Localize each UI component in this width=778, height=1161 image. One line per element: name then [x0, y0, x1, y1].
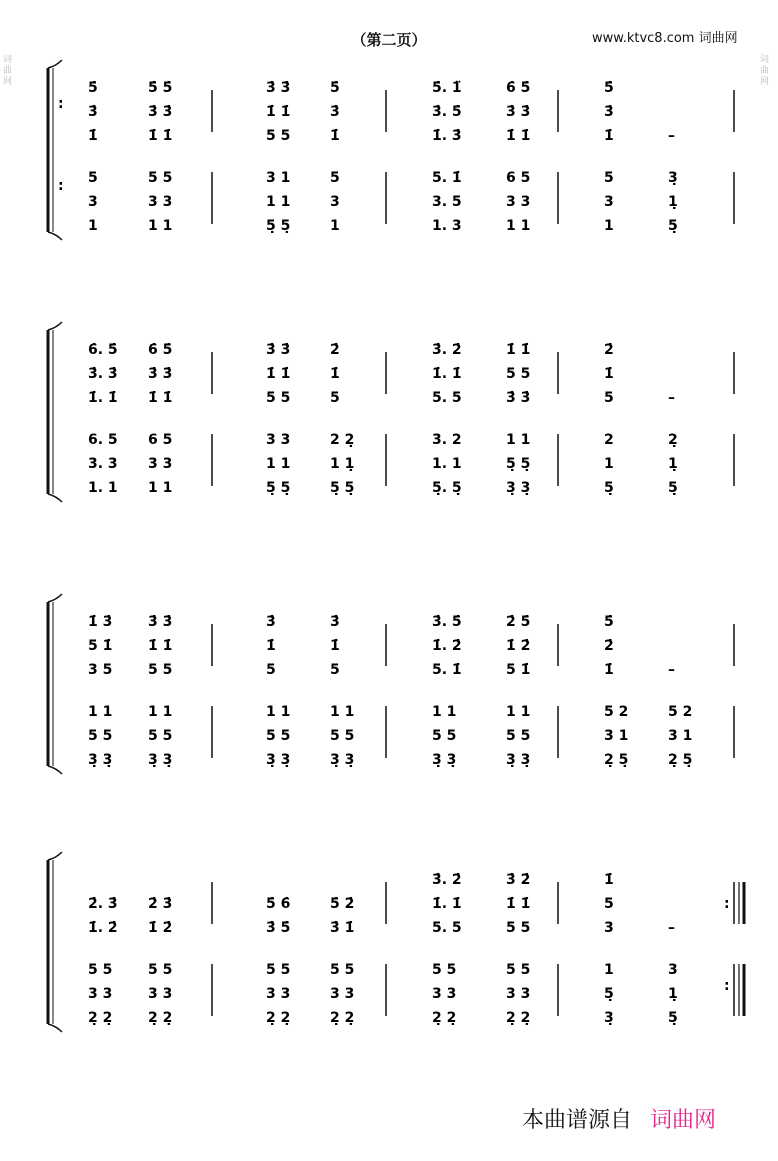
note-group: 5 5	[148, 728, 173, 744]
note-group: 2	[604, 432, 614, 448]
note-group: 1̇	[604, 366, 614, 382]
note-group: 5̇	[88, 80, 98, 96]
note-group: 3 3	[148, 194, 173, 210]
note-group: 3	[604, 920, 614, 936]
note-group: 3 1	[266, 170, 291, 186]
note-group: 5̣ 5̣	[266, 218, 291, 234]
bracket-hook-bottom	[48, 232, 62, 240]
note-group: 1̇	[604, 662, 614, 678]
note-group: 3̣ 3̣	[330, 752, 355, 768]
note-group: 6̇ 5̇	[148, 342, 173, 358]
note-group: 5 5	[432, 962, 457, 978]
note-group: 3̇ 3̇	[266, 342, 291, 358]
watermark-char: 曲	[3, 66, 13, 76]
note-group: 1̇. 2̇	[88, 920, 118, 936]
note-group: 1 1	[506, 218, 531, 234]
note-group: 6 5	[506, 170, 531, 186]
note-group: 6. 5	[88, 432, 118, 448]
note-group: 1̇	[604, 872, 614, 888]
note-group: 5̇ 2̇	[330, 896, 355, 912]
note-group: 1̇. 1̇	[432, 896, 462, 912]
bracket-hook-bottom	[48, 494, 62, 502]
note-group: 1	[330, 218, 340, 234]
note-group: 5̇	[604, 80, 614, 96]
note-group: 3̇. 5̇	[432, 614, 462, 630]
note-group: 3̣	[604, 1010, 614, 1026]
note-group: 3 1	[604, 728, 629, 744]
watermark-char: 网	[760, 77, 770, 87]
note-group: 1̣	[668, 194, 678, 210]
note-group: 3̇ 1̇	[330, 920, 355, 936]
note-group: 5̣ 5̣	[266, 480, 291, 496]
note-group: 3 3	[432, 986, 457, 1002]
note-group: 1̇ 1̇	[148, 390, 173, 406]
note-group: 6̇ 5̇	[506, 80, 531, 96]
note-group: –	[668, 128, 675, 144]
note-group: 3̣ 3̣	[432, 752, 457, 768]
note-group: 1. 1	[432, 456, 462, 472]
note-group: 3̇	[330, 614, 340, 630]
bracket-hook-bottom	[48, 766, 62, 774]
note-group: 3̇. 3̇	[88, 366, 118, 382]
note-group: 1̇ 3̇	[88, 614, 113, 630]
note-group: 5̣	[604, 480, 614, 496]
note-group: 1̇ 1̇	[266, 366, 291, 382]
note-group: 1	[88, 218, 98, 234]
note-group: 1 1	[506, 704, 531, 720]
watermark-char: 词	[3, 55, 13, 65]
footer-text: 本曲谱源自	[522, 1108, 633, 1133]
note-group: 3	[330, 194, 340, 210]
note-group: –	[668, 662, 675, 678]
note-group: 3̇	[604, 104, 614, 120]
note-group: –	[668, 920, 675, 936]
note-group: 5	[604, 390, 614, 406]
repeat-start-sign: :	[58, 96, 64, 112]
note-group: 5 5	[88, 728, 113, 744]
note-group: 1	[604, 456, 614, 472]
note-group: 6̇. 5̇	[88, 342, 118, 358]
note-group: 1 1	[266, 194, 291, 210]
note-group: 5	[266, 662, 276, 678]
note-group: 1. 3	[432, 218, 462, 234]
note-group: 1 1	[266, 704, 291, 720]
note-group: 3̇	[88, 104, 98, 120]
note-group: 5 5	[506, 366, 531, 382]
note-group: 5 5	[148, 170, 173, 186]
note-group: 1̇ 1̇	[506, 342, 531, 358]
note-group: 3 3	[148, 986, 173, 1002]
note-group: 2̣ 2̣	[330, 1010, 355, 1026]
note-group: 5 5	[148, 662, 173, 678]
note-group: 5̇	[330, 80, 340, 96]
note-group: 5̇ 5̇	[148, 80, 173, 96]
watermark-char: 网	[3, 77, 13, 87]
note-group: 2̣ 2̣	[432, 1010, 457, 1026]
note-group: 5̣ 5̣	[330, 480, 355, 496]
note-group: 2̇	[330, 342, 340, 358]
note-group: 3 3	[266, 986, 291, 1002]
note-group: 1̇	[330, 638, 340, 654]
note-group: 2̇	[604, 342, 614, 358]
note-group: 5	[330, 662, 340, 678]
note-group: 3 3	[506, 986, 531, 1002]
note-group: 3̣ 3̣	[506, 752, 531, 768]
repeat-start-sign: :	[58, 178, 64, 194]
note-group: 1. 1	[88, 480, 118, 496]
note-group: 1̇	[604, 128, 614, 144]
note-group: 5. 5	[432, 920, 462, 936]
note-group: 3̣ 3̣	[266, 752, 291, 768]
note-group: 1̇ 1̇	[506, 896, 531, 912]
bracket-hook-top	[48, 852, 62, 860]
note-group: 5	[330, 170, 340, 186]
note-group: 3̣ 3̣	[148, 752, 173, 768]
note-group: 3 3	[506, 194, 531, 210]
note-group: 2̣ 2̣	[506, 1010, 531, 1026]
note-group: 1̇. 1̇	[88, 390, 118, 406]
note-group: 5̣. 5̣	[432, 480, 462, 496]
note-group: 6 5	[148, 432, 173, 448]
note-group: 3̇ 3̇	[148, 366, 173, 382]
note-group: 3	[668, 962, 678, 978]
note-group: 3̣ 3̣	[88, 752, 113, 768]
note-group: 1̇ 2̇	[148, 920, 173, 936]
note-group: 3 5	[88, 662, 113, 678]
note-group: 1̇ 2̇	[506, 638, 531, 654]
note-group: 5 5	[506, 728, 531, 744]
note-group: 5 1̇	[88, 638, 113, 654]
note-group: 2̇. 3̇	[88, 896, 118, 912]
note-group: 5 2	[604, 704, 629, 720]
note-group: 3. 2	[432, 432, 462, 448]
note-group: 2̣ 2̣	[148, 1010, 173, 1026]
note-group: 1̇. 2̇	[432, 638, 462, 654]
note-group: 2̣ 2̣	[88, 1010, 113, 1026]
site-label: www.ktvc8.com 词曲网	[592, 31, 738, 46]
note-group: 5 5	[148, 962, 173, 978]
note-group: 1̣	[668, 986, 678, 1002]
note-group: 3̇. 5̇	[432, 104, 462, 120]
note-group: 3̇	[330, 104, 340, 120]
note-group: 5̣	[604, 986, 614, 1002]
bracket-hook-top	[48, 60, 62, 68]
note-group: 5 5	[266, 390, 291, 406]
note-group: 5 5	[266, 962, 291, 978]
note-group: 5	[330, 390, 340, 406]
note-group: 3̇ 5̇	[266, 920, 291, 936]
note-group: 5	[604, 896, 614, 912]
note-group: 3	[88, 194, 98, 210]
note-group: 5̣ 5̣	[506, 456, 531, 472]
note-group: 3 3	[330, 986, 355, 1002]
note-group: 1 1	[148, 704, 173, 720]
note-group: 3 1	[668, 728, 693, 744]
note-group: 1̇ 1̇	[148, 638, 173, 654]
footer-source	[522, 1103, 716, 1134]
note-group: 1	[604, 962, 614, 978]
note-group: 1̇ 1̇	[506, 128, 531, 144]
note-group: 1 1	[506, 432, 531, 448]
note-group: 2̇	[604, 638, 614, 654]
note-group: 5	[604, 170, 614, 186]
note-group: 5̣	[668, 480, 678, 496]
footer-brand[interactable]: 词曲网	[650, 1108, 717, 1133]
note-group: 3. 5	[432, 194, 462, 210]
page-title: （第二页）	[351, 31, 427, 49]
note-group: 2̣ 2̣	[266, 1010, 291, 1026]
note-group: 1̇. 1̇	[432, 366, 462, 382]
repeat-end-sign: :	[724, 896, 730, 912]
bracket-hook-bottom	[48, 1024, 62, 1032]
note-group: 5̇ 6̇	[266, 896, 291, 912]
note-group: 3̇	[266, 614, 276, 630]
note-group: 5̇	[604, 614, 614, 630]
note-group: 1̇	[266, 638, 276, 654]
note-group: 2̇ 5̇	[506, 614, 531, 630]
note-group: 5̣	[668, 218, 678, 234]
bracket-hook-top	[48, 322, 62, 330]
note-group: 3̣ 3̣	[506, 480, 531, 496]
note-group: 1̇	[330, 128, 340, 144]
note-group: 5̇. 1̈	[432, 80, 462, 96]
note-group: 1 1	[266, 456, 291, 472]
note-group: 3̇ 3̇	[148, 104, 173, 120]
note-group: 5 5	[330, 962, 355, 978]
note-group: 3	[604, 194, 614, 210]
note-group: 3. 3	[88, 456, 118, 472]
note-group: 3̇ 3̇	[506, 104, 531, 120]
note-group: 3 3	[148, 456, 173, 472]
note-group: 2̣ 5̣	[668, 752, 693, 768]
note-group: 1̇	[330, 366, 340, 382]
note-group: 5 2	[668, 704, 693, 720]
note-group: 5̣	[668, 1010, 678, 1026]
repeat-end-sign: :	[724, 978, 730, 994]
note-group: 5. 5	[432, 390, 462, 406]
note-group: 5 5	[266, 128, 291, 144]
note-group: 1	[604, 218, 614, 234]
note-group: 1 1	[432, 704, 457, 720]
note-group: 1 1̣	[330, 456, 355, 472]
note-group: 1 1	[148, 218, 173, 234]
note-group: 1̣	[668, 456, 678, 472]
note-group: 5 1̇	[506, 662, 531, 678]
note-group: 2̣	[668, 432, 678, 448]
bracket-hook-top	[48, 594, 62, 602]
note-group: 1̇. 3̇	[432, 128, 462, 144]
note-group: 2 2̣	[330, 432, 355, 448]
note-group: 3̇. 2̇	[432, 342, 462, 358]
note-group: 1 1	[88, 704, 113, 720]
note-group: 3̇ 2̇	[506, 872, 531, 888]
note-group: 1 1	[148, 480, 173, 496]
note-group: 1̇	[88, 128, 98, 144]
note-group: 5 5	[266, 728, 291, 744]
note-group: 5 5	[88, 962, 113, 978]
note-group: 3̣	[668, 170, 678, 186]
note-group: 3 3	[88, 986, 113, 1002]
watermark-char: 词	[760, 55, 770, 65]
note-group: 5 5	[506, 962, 531, 978]
note-group: 1̇ 1̇	[148, 128, 173, 144]
watermark-char: 曲	[760, 66, 770, 76]
note-group: 3 3	[266, 432, 291, 448]
note-group: 2̣ 5̣	[604, 752, 629, 768]
note-group: 3̇ 3̇	[148, 614, 173, 630]
note-group: 3̇ 3̇	[506, 390, 531, 406]
note-group: 2̇ 3̇	[148, 896, 173, 912]
note-group: 5. 1̇	[432, 170, 462, 186]
note-group: 5 5	[506, 920, 531, 936]
note-group: 3̇. 2̇	[432, 872, 462, 888]
note-group: 5 5	[432, 728, 457, 744]
note-group: 5 5	[330, 728, 355, 744]
note-group: 5	[88, 170, 98, 186]
note-group: 3̇ 3̇	[266, 80, 291, 96]
note-group: 5. 1̇	[432, 662, 462, 678]
note-group: 1 1	[330, 704, 355, 720]
note-group: 1̇ 1̇	[266, 104, 291, 120]
note-group: –	[668, 390, 675, 406]
